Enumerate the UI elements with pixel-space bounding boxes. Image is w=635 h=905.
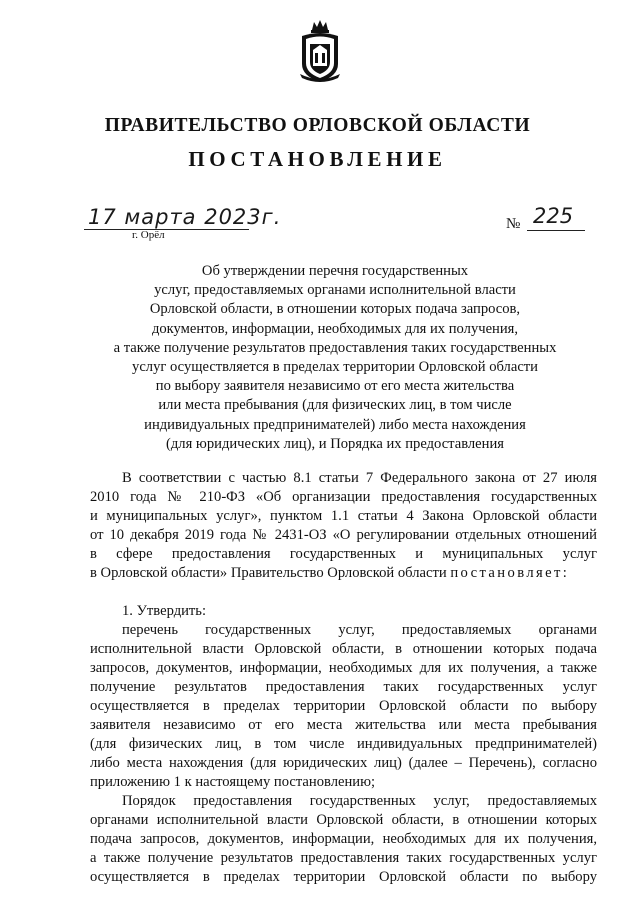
number-label: № [506,216,521,232]
number-underline [527,230,585,231]
decree-word: постановляет: [450,565,570,581]
item-line: исполнительной власти Орловской области, в отношении которых подача [90,641,597,657]
coat-of-arms-icon [296,18,344,84]
preamble-last-line [90,564,597,583]
title-line: (для юридических лиц), и Порядка их предоставления [166,435,504,452]
item-line: заявителя независимо от его места жительства или места пребывания [90,717,597,733]
organization-heading: ПРАВИТЕЛЬСТВО ОРЛОВСКОЙ ОБЛАСТИ [104,115,531,136]
item-line: подача запросов, документов, информации, необходимых для их получения, [90,831,597,847]
title-line: по выбору заявителя независимо от его места жительства [155,378,515,395]
preamble-line: в сфере предоставления государственных и муниципальных услуг [90,546,597,562]
preamble-paragraph [90,469,597,583]
title-line: а также получение результатов предоставления таких государственных [113,339,557,356]
preamble-line: от 10 декабря 2019 года № 2431-ОЗ «О регулировании отдельных отношений [90,527,597,543]
preamble-line: В соответствии с частью 8.1 статьи 7 Федерального закона от 27 июля [122,470,597,486]
title-line: Об утверждении перечня государственных [201,263,469,279]
item-line: Порядок предоставления государственных услуг, предоставляемых [122,793,597,809]
item-1 [90,602,597,887]
item-line: запросов, документов, информации, необходимых для их получения, а также [90,660,597,676]
title-line: документов, информации, необходимых для их получения, [151,320,519,337]
document-body [90,469,597,887]
city-label: г. Орёл [132,229,165,241]
title-line: услуг осуществляется в пределах территории Орловской области [132,359,538,376]
preamble-line: 2010 года № 210-ФЗ «Об организации предоставления государственных [90,489,597,505]
item-line: органами исполнительной власти Орловской области, в отношении которых [90,812,597,828]
title-line: услуг, предоставляемых органами исполнительной власти [154,282,516,299]
paragraph-gap [90,583,597,602]
item-line: осуществляется в пределах территории Орловской области по выбору [90,698,597,714]
preamble-line: в Орловской области» Правительство Орловской области [90,565,447,581]
handwritten-date: 17 марта 2023г. [88,205,282,229]
item-line: либо места нахождения (для юридических лиц) (далее – Перечень), согласно [90,755,597,771]
item-line: осуществляется в пределах территории Орловской области по выбору [90,869,597,885]
preamble-line: и муниципальных услуг», пунктом 1.1 статьи 4 Закона Орловской области [90,508,597,524]
item-heading: 1. Утвердить: [122,603,207,619]
item-line: (для физических лиц, в том числе индивидуальных предпринимателей) [90,736,597,752]
document-title [90,262,580,454]
document-type-heading: ПОСТАНОВЛЕНИЕ [188,147,447,171]
date-underline [84,229,249,230]
title-line: или места пребывания (для физических лиц, в том числе [158,397,512,414]
item-line: а также получение результатов предоставления таких государственных услуг [90,850,597,866]
title-line: индивидуальных предпринимателей) либо места нахождения [144,416,526,433]
title-line: Орловской области, в отношении которых подача запросов, [149,301,521,318]
item-line: получение результатов предоставления таких государственных услуг [90,679,597,695]
handwritten-number: 225 [533,204,574,228]
item-line: приложению 1 к настоящему постановлению; [90,774,376,790]
item-line: перечень государственных услуг, предоставляемых органами [122,622,597,638]
